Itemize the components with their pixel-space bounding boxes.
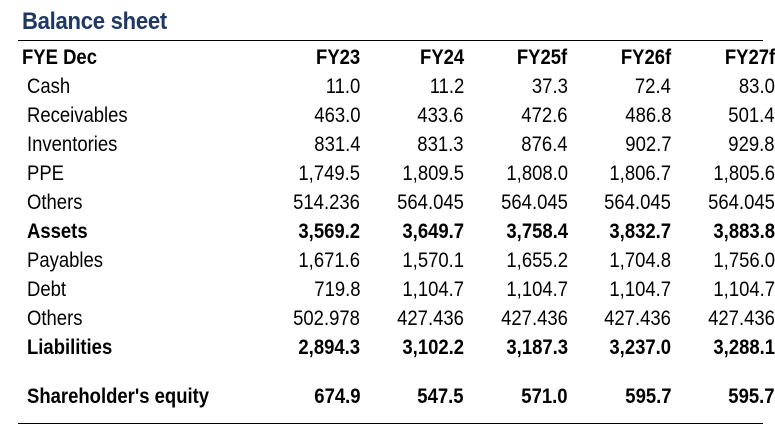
header-label: FYE Dec — [22, 46, 97, 69]
row-label: PPE — [27, 162, 64, 185]
cell-value: 514.236 — [293, 191, 361, 214]
header-year: FY24 — [419, 46, 465, 69]
cell-value: 3,832.7 — [609, 220, 672, 243]
cell-value: 571.0 — [521, 385, 568, 408]
cell-value: 3,288.1 — [713, 336, 775, 359]
cell-value: 427.436 — [397, 307, 465, 330]
header-year: FY27f — [724, 46, 775, 69]
cell-value: 719.8 — [314, 278, 361, 301]
cell-value: 1,809.5 — [402, 162, 465, 185]
table-row-debt — [22, 275, 775, 304]
cell-value: 486.8 — [625, 104, 672, 127]
table-row-receivables — [22, 101, 775, 130]
cell-value: 1,808.0 — [506, 162, 568, 185]
table-header-row — [22, 43, 775, 72]
cell-value: 1,806.7 — [609, 162, 672, 185]
table-row-liabilities-total — [22, 333, 775, 362]
cell-value: 564.045 — [604, 191, 672, 214]
cell-value: 547.5 — [417, 385, 465, 408]
cell-value: 427.436 — [604, 307, 672, 330]
row-label: Debt — [27, 278, 67, 301]
table-row-shareholders-equity — [22, 382, 775, 411]
cell-value: 463.0 — [314, 104, 361, 127]
row-label: Assets — [27, 220, 88, 243]
row-label: Cash — [27, 75, 71, 98]
cell-value: 37.3 — [531, 75, 568, 98]
header-year: FY25f — [517, 46, 568, 69]
spacer-row — [22, 362, 775, 382]
row-label: Shareholder's equity — [27, 385, 210, 408]
table-row-payables — [22, 246, 775, 275]
table-row-cash — [22, 72, 775, 101]
cell-value: 1,655.2 — [506, 249, 568, 272]
top-rule — [18, 40, 763, 41]
table-row-inventories — [22, 130, 775, 159]
cell-value: 1,704.8 — [609, 249, 672, 272]
cell-value: 3,758.4 — [506, 220, 568, 243]
cell-value: 3,102.2 — [402, 336, 465, 359]
cell-value: 674.9 — [314, 385, 361, 408]
row-label: Liabilities — [27, 336, 113, 359]
row-label: Others — [27, 191, 83, 214]
header-year: FY26f — [621, 46, 672, 69]
cell-value: 11.0 — [325, 75, 361, 98]
cell-value: 427.436 — [708, 307, 775, 330]
cell-value: 1,749.5 — [298, 162, 361, 185]
cell-value: 3,569.2 — [298, 220, 361, 243]
table-row-other-liabilities — [22, 304, 775, 333]
cell-value: 902.7 — [625, 133, 672, 156]
table-row-ppe — [22, 159, 775, 188]
cell-value: 595.7 — [728, 385, 775, 408]
cell-value: 1,104.7 — [506, 278, 568, 301]
cell-value: 3,187.3 — [506, 336, 568, 359]
cell-value: 564.045 — [708, 191, 775, 214]
page-title: Balance sheet — [22, 8, 167, 35]
cell-value: 1,805.6 — [713, 162, 775, 185]
cell-value: 831.4 — [314, 133, 361, 156]
header-year: FY23 — [316, 46, 361, 69]
cell-value: 433.6 — [417, 104, 465, 127]
table-row-other-assets — [22, 188, 775, 217]
row-label: Receivables — [27, 104, 128, 127]
cell-value: 427.436 — [500, 307, 568, 330]
cell-value: 1,570.1 — [402, 249, 465, 272]
cell-value: 502.978 — [293, 307, 361, 330]
cell-value: 831.3 — [417, 133, 465, 156]
cell-value: 564.045 — [397, 191, 465, 214]
cell-value: 2,894.3 — [298, 336, 361, 359]
cell-value: 929.8 — [728, 133, 775, 156]
cell-value: 501.4 — [728, 104, 775, 127]
cell-value: 1,671.6 — [298, 249, 361, 272]
cell-value: 564.045 — [500, 191, 568, 214]
row-label: Others — [27, 307, 83, 330]
cell-value: 11.2 — [429, 75, 465, 98]
cell-value: 1,104.7 — [713, 278, 775, 301]
row-label: Payables — [27, 249, 104, 272]
cell-value: 3,237.0 — [609, 336, 672, 359]
cell-value: 595.7 — [625, 385, 672, 408]
cell-value: 472.6 — [521, 104, 568, 127]
cell-value: 1,756.0 — [713, 249, 775, 272]
cell-value: 876.4 — [521, 133, 568, 156]
cell-value: 72.4 — [635, 75, 672, 98]
balance-sheet-table — [22, 43, 775, 411]
table-row-assets-total — [22, 217, 775, 246]
cell-value: 1,104.7 — [402, 278, 465, 301]
cell-value: 3,883.8 — [713, 220, 775, 243]
row-label: Inventories — [27, 133, 118, 156]
cell-value: 1,104.7 — [609, 278, 672, 301]
cell-value: 83.0 — [739, 75, 775, 98]
cell-value: 3,649.7 — [402, 220, 465, 243]
bottom-rule — [18, 423, 763, 424]
